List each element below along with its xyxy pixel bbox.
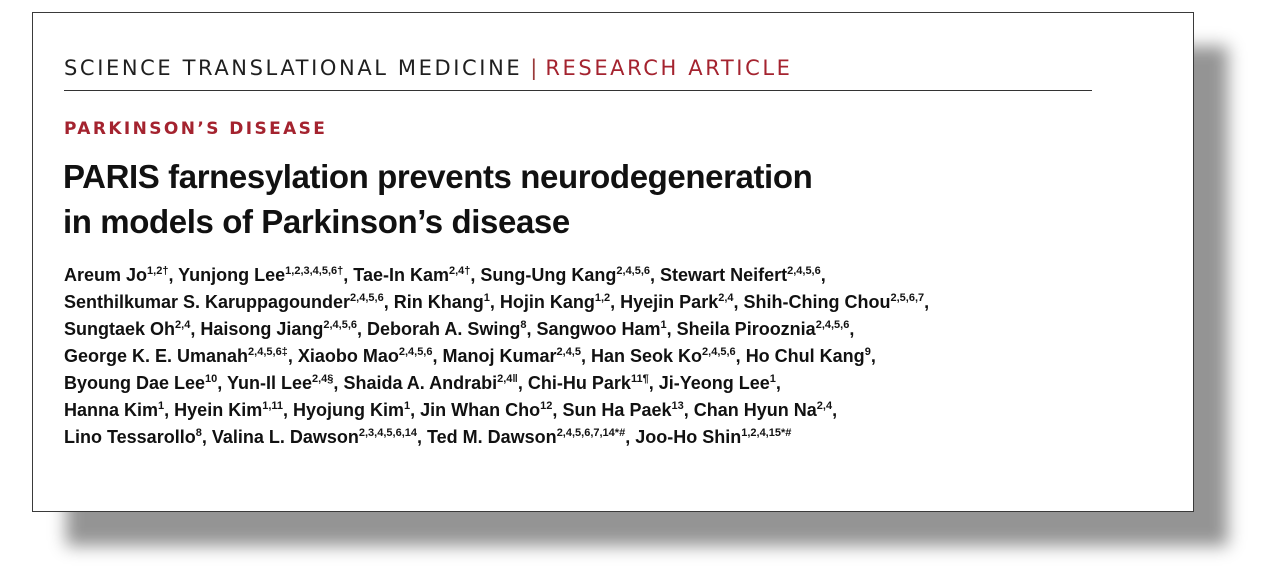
author [562,400,683,420]
title-line: in models of Parkinson’s disease [63,203,570,240]
author-name: Senthilkumar S. Karuppagounder [64,292,351,312]
author-name: Rin Khang [393,292,484,312]
author-name: Manoj Kumar [442,346,557,366]
author [660,265,821,285]
author-affiliation: 2,4† [448,265,471,277]
author [64,319,190,339]
author-affiliation: 2,4 [816,400,833,412]
author-affiliation: 2,4,5,6 [323,319,357,331]
author-name: Sun Ha Paek [562,400,672,420]
author-affiliation: 1,2,4,15*# [741,427,792,439]
author-affiliation: 2,4§ [312,373,334,385]
author-affiliation: 12 [540,400,553,412]
author-line: George K. E. Umanah$^{2,4,5,6\ddagger}$, Xiaobo Mao$^{2,4,5,6}$, Manoj Kumar$^{2,4,5}$, Han Seok Ko$^{2,4,5,6}$, Ho Chul Kang$^9$, [64,346,876,366]
author-affiliation: 1 [660,319,667,331]
author-name: George K. E. Umanah [64,346,249,366]
author-affiliation: 2,4,5,6 [815,319,850,331]
author-affiliation: 2,4‖ [497,373,518,385]
author-name: Chan Hyun Na [693,400,817,420]
author-name: Stewart Neifert [660,265,788,285]
author-name: Yun-Il Lee [226,373,312,393]
author-name: Lino Tessarollo [64,427,196,447]
author [420,400,552,420]
author [367,319,526,339]
author-affiliation: 9 [864,346,871,358]
author-affiliation: 1 [404,400,411,412]
author-affiliation: 8 [195,427,202,439]
author [64,427,202,447]
author [500,292,610,312]
article-type: RESEARCH ARTICLE [545,56,793,80]
author [427,427,625,447]
author-affiliation: 2,5,6,7 [890,292,925,304]
author-name: Ted M. Dawson [427,427,557,447]
author-line: Lino Tessarollo$^8$, Valina L. Dawson$^{2,3,4,5,6,14}$, Ted M. Dawson$^{2,4,5,6,7,14*\#}$, Joo-Ho Shin$^{1,2,4,15*\#}$ [64,427,792,447]
author-affiliation: 1 [158,400,165,412]
author-name: Hyein Kim [174,400,263,420]
author [537,319,667,339]
author-affiliation: 1,11 [262,400,284,412]
author-affiliation: 10 [205,373,218,385]
author-name: Sangwoo Ham [536,319,661,339]
author-name: Deborah A. Swing [367,319,521,339]
author-name: Han Seok Ko [591,346,703,366]
author [293,400,410,420]
article-title [63,154,1123,244]
author-line: Hanna Kim$^1$, Hyein Kim$^{1,11}$, Hyojung Kim$^1$, Jin Whan Cho$^{12}$, Sun Ha Paek$^{13}$, Chan Hyun Na$^{2,4}$, [64,400,838,420]
author [694,400,832,420]
author [591,346,736,366]
author-line: Sungtaek Oh$^{2,4}$, Haisong Jiang$^{2,4,5,6}$, Deborah A. Swing$^8$, Sangwoo Ham$^1$, Sheila Pirooznia$^{2,4,5,6}$, [64,319,855,339]
author [200,319,357,339]
author-affiliation: 2,4,5,6‡ [248,346,288,358]
author-name: Valina L. Dawson [211,427,359,447]
author-affiliation: 1,2 [594,292,611,304]
author-affiliation: 2,4,5,6 [787,265,821,277]
section-label: PARKINSON’S DISEASE [64,119,328,139]
author-affiliation: 1 [769,373,776,385]
author-affiliation: 2,4,5 [556,346,581,358]
author [64,265,168,285]
author [480,265,650,285]
author [744,292,925,312]
author [677,319,850,339]
author [64,400,164,420]
author-name: Sungtaek Oh [64,319,176,339]
author-name: Hojin Kang [499,292,595,312]
author-affiliation: 2,4,5,6 [350,292,384,304]
title-line: PARIS farnesylation prevents neurodegeneration [63,158,813,195]
author-name: Ji-Yeong Lee [658,373,770,393]
author [443,346,581,366]
author [394,292,490,312]
author-affiliation: 8 [520,319,527,331]
author [620,292,733,312]
author-name: Hyojung Kim [293,400,405,420]
author [659,373,776,393]
author-line: Senthilkumar S. Karuppagounder$^{2,4,5,6}$, Rin Khang$^1$, Hojin Kang$^{1,2}$, Hyejin Park$^{2,4}$, Shih-Ching Chou$^{2,5,6,7}$, [64,292,930,312]
author-name: Joo-Ho Shin [635,427,742,447]
author-name: Xiaobo Mao [297,346,399,366]
author-affiliation: 1,2,3,4,5,6† [285,265,344,277]
author [64,346,288,366]
author-name: Byoung Dae Lee [64,373,206,393]
author-affiliation: 1,2† [147,265,169,277]
author [343,373,517,393]
author-name: Yunjong Lee [178,265,286,285]
author-name: Haisong Jiang [200,319,324,339]
author-affiliation: 2,4,5,6 [616,265,651,277]
author [746,346,871,366]
author [528,373,649,393]
journal-name: SCIENCE TRANSLATIONAL MEDICINE [64,56,523,80]
author-affiliation: 2,4,5,6 [398,346,433,358]
author-affiliation: 2,3,4,5,6,14 [358,427,417,439]
author-name: Hyejin Park [620,292,719,312]
author-affiliation: 13 [671,400,684,412]
author-affiliation: 2,4 [175,319,191,331]
author [298,346,433,366]
author-name: Ho Chul Kang [745,346,865,366]
author [227,373,333,393]
author-name: Shaida A. Andrabi [343,373,498,393]
author-name: Sheila Pirooznia [676,319,816,339]
author-name: Tae-In Kam [353,265,449,285]
author [212,427,417,447]
author [174,400,283,420]
author-affiliation: 1 [483,292,490,304]
author [64,292,384,312]
author [64,373,217,393]
author-name: Jin Whan Cho [420,400,541,420]
header-separator: | [530,56,538,80]
author [635,427,791,447]
author-name: Areum Jo [64,265,148,285]
author-name: Chi-Hu Park [527,373,631,393]
author-affiliation: 2,4,5,6 [702,346,736,358]
author-affiliation: 2,4 [718,292,734,304]
author-name: Shih-Ching Chou [743,292,891,312]
author-name: Sung-Ung Kang [480,265,617,285]
author [353,265,470,285]
author-line: Areum $Jo^{1,2\dagger}$, Yunjong Lee$^{1,2,3,4,5,6\dagger}$, Tae-In Kam$^{2,4\dagger}$, Sung-Ung Kang$^{2,4,5,6}$, Stewart Neifert$^{2,4,5,6}$, [64,265,826,285]
author-affiliation: 11¶ [630,373,649,385]
journal-header [64,55,1092,91]
author-affiliation: 2,4,5,6,7,14*# [556,427,626,439]
author-list [64,262,1124,451]
author-line: Byoung Dae Lee$^{10}$, Yun-Il Lee$^{2,4\S}$, Shaida A. Andrabi$^{2,4‖}$, Chi-Hu Park$^{11\P}$, Ji-Yeong Lee$^1$, [64,373,781,393]
author-name: Hanna Kim [64,400,159,420]
author [178,265,343,285]
